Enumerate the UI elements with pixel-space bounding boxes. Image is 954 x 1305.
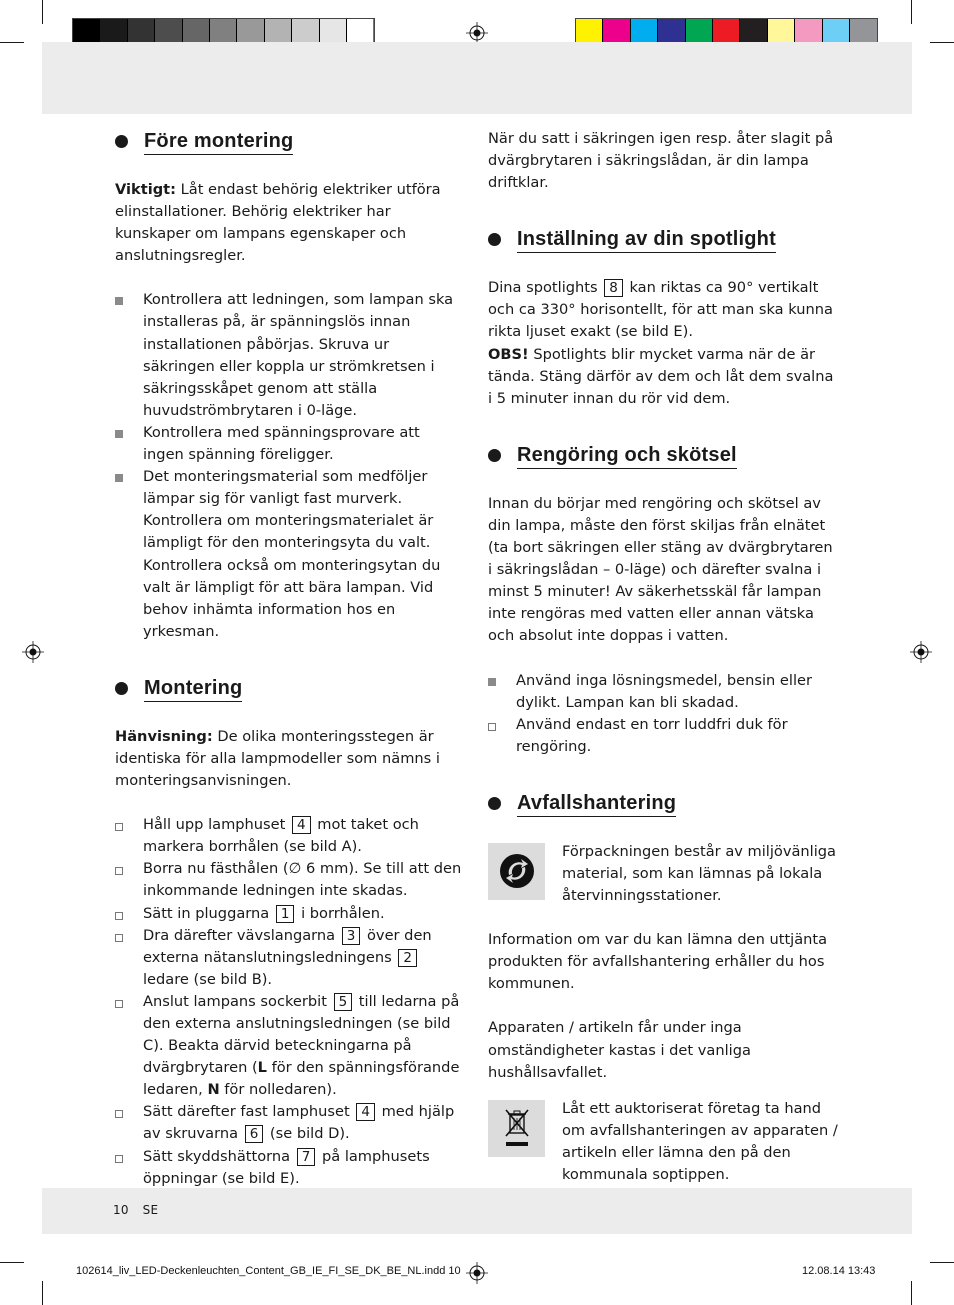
list-item: Kontrollera att ledningen, som lampan ska installeras på, är spänningslös innan installationen påbörjas. Skruva ur säkringen eller koppla ur strömkretsen i säkringsskåpet genom att ställa huvudströmbrytaren i 0-läge. — [115, 289, 465, 422]
section-heading-montering: Montering — [115, 675, 465, 704]
part-ref-badge: 8 — [604, 279, 623, 297]
section-heading-cleaning: Rengöring och skötsel — [488, 442, 840, 471]
crop-mark — [42, 1281, 43, 1305]
registration-mark-icon — [466, 1262, 488, 1284]
bullet-dot-icon — [488, 233, 501, 246]
list-item: Borra nu fästhålen (∅ 6 mm). Se till att den inkommande ledningen inte skadas. — [115, 858, 465, 902]
checkbox-bullet-icon — [115, 1155, 123, 1163]
crop-mark — [42, 0, 43, 24]
registration-mark-icon — [22, 641, 44, 663]
list-item: Sätt skyddshättorna 7 på lamphusets öppningar (se bild E). — [115, 1146, 465, 1190]
spotlight-paragraph: Dina spotlights 8 kan riktas ca 90° vertikalt och ca 330° horisontellt, för att man ska kunna rikta ljuset exakt (se bild E). — [488, 279, 833, 341]
cleaning-list — [488, 670, 840, 758]
list-item: Sätt in pluggarna 1 i borrhålen. — [115, 903, 465, 925]
crop-mark — [911, 1281, 912, 1305]
checkbox-bullet-icon — [115, 934, 123, 942]
part-ref-badge: 2 — [398, 949, 417, 967]
part-ref-badge: 7 — [297, 1148, 316, 1166]
bullet-dot-icon — [488, 797, 501, 810]
square-bullet-icon — [115, 297, 123, 305]
list-item: Anslut lampans sockerbit 5 till ledarna på den externa anslutningsledningen (se bild C). Beakta därvid beteckningarna på dvärgbrytaren (L för den spänningsförande ledaren, N för nolledaren). — [115, 991, 465, 1101]
disposal-info-paragraph: Information om var du kan lämna den uttjänta produkten för avfallshantering erhåller du hos kommunen. — [488, 931, 828, 993]
bullet-dot-icon — [488, 449, 501, 462]
important-note: Viktigt: Låt endast behörig elektriker utföra elinstallationer. Behörig elektriker har kunskaper om lampans egenskaper och anslutningsregler. — [115, 181, 441, 265]
bullet-dot-icon — [115, 135, 128, 148]
language-code: SE — [142, 1203, 159, 1217]
crop-mark — [911, 0, 912, 24]
part-ref-badge: 3 — [342, 927, 361, 945]
weee-text: Låt ett auktoriserat företag ta hand om avfallshanteringen av apparaten / artikeln eller lämna den på den kommunala soptippen. — [562, 1099, 838, 1183]
crop-mark — [0, 1262, 24, 1263]
hint-note: Hänvisning: De olika monteringsstegen är identiska för alla lampmodeller som nämns i monteringsanvisningen. — [115, 727, 440, 790]
footer-band — [42, 1188, 912, 1234]
ready-paragraph: När du satt i säkringen igen resp. åter slagit på dvärgbrytaren i säkringslådan, är din lampa driftklar. — [488, 130, 834, 192]
checkbox-bullet-icon — [488, 723, 496, 731]
warning-paragraph: OBS! Spotlights blir mycket varma när de är tända. Stäng därför av dem och låt dem svalna i 5 minuter innan du rör vid dem. — [488, 345, 834, 407]
cleaning-paragraph: Innan du börjar med rengöring och skötsel av din lampa, måste den först skiljas från elnätet (ta bort säkringen eller stäng av dvärgbrytaren i säkringslådan – 0-läge) och därefter svalna i minst 5 minuter! Av säkerhetsskäl får lampan inte rengöras med vatten eller annan vätska och absolut inte doppas i vatten. — [488, 494, 833, 645]
header-band — [42, 42, 912, 114]
recycling-row — [488, 841, 840, 907]
slug-filename: 102614_liv_LED-Deckenleuchten_Content_GB_IE_FI_SE_DK_BE_NL.indd 10 — [76, 1265, 461, 1277]
mounting-step-list — [115, 814, 465, 1190]
section-heading-disposal: Avfallshantering — [488, 790, 840, 819]
prep-bullet-list — [115, 289, 465, 643]
checkbox-bullet-icon — [115, 823, 123, 831]
registration-mark-icon — [910, 641, 932, 663]
crop-mark — [0, 42, 24, 43]
crop-mark — [930, 42, 954, 43]
household-waste-paragraph: Apparaten / artikeln får under inga omständigheter kastas i det vanliga hushållsavfallet. — [488, 1019, 751, 1081]
weee-row — [488, 1098, 840, 1186]
part-ref-badge: 4 — [292, 816, 311, 834]
list-item: Använd inga lösningsmedel, bensin eller dylikt. Lampan kan bli skadad. — [488, 670, 840, 714]
checkbox-bullet-icon — [115, 867, 123, 875]
list-item: Det monteringsmaterial som medföljer lämpar sig för vanligt fast murverk. Kontrollera om monteringsmaterialet är lämpligt för den monteringsyta du valt. Kontrollera också om monteringsytan du valt är lämpligt för att bära lampan. Vid behov inhämta information hos en yrkesman. — [115, 466, 465, 643]
crop-mark — [930, 1262, 954, 1263]
checkbox-bullet-icon — [115, 912, 123, 920]
part-ref-badge: 5 — [334, 993, 353, 1011]
list-item: Sätt därefter fast lamphuset 4 med hjälp av skruvarna 6 (se bild D). — [115, 1101, 465, 1145]
crossed-bin-icon — [488, 1100, 545, 1157]
page-number: 10 — [113, 1203, 129, 1217]
right-column — [488, 128, 840, 1186]
square-bullet-icon — [115, 430, 123, 438]
list-item: Håll upp lamphuset 4 mot taket och markera borrhålen (se bild A). — [115, 814, 465, 858]
section-heading-spotlight: Inställning av din spotlight — [488, 226, 840, 255]
part-ref-badge: 6 — [245, 1125, 264, 1143]
slug-timestamp: 12.08.14 13:43 — [802, 1265, 876, 1277]
left-column — [115, 128, 465, 1190]
recycling-text: Förpackningen består av miljövänliga material, som kan lämnas på lokala återvinningsstationer. — [562, 842, 836, 905]
list-item: Dra därefter vävslangarna 3 över den externa nätanslutningsledningens 2 ledare (se bild B). — [115, 925, 465, 991]
bullet-dot-icon — [115, 682, 128, 695]
square-bullet-icon — [115, 474, 123, 482]
part-ref-badge: 4 — [356, 1103, 375, 1121]
registration-mark-icon — [466, 22, 488, 44]
part-ref-badge: 1 — [276, 905, 295, 923]
recycling-symbol-icon — [488, 843, 545, 900]
checkbox-bullet-icon — [115, 1110, 123, 1118]
checkbox-bullet-icon — [115, 1000, 123, 1008]
list-item: Kontrollera med spänningsprovare att ingen spänning föreligger. — [115, 422, 465, 466]
section-heading-fore-montering: Före montering — [115, 128, 465, 157]
list-item: Använd endast en torr luddfri duk för rengöring. — [488, 714, 840, 758]
page-footer — [113, 1203, 172, 1217]
square-bullet-icon — [488, 678, 496, 686]
